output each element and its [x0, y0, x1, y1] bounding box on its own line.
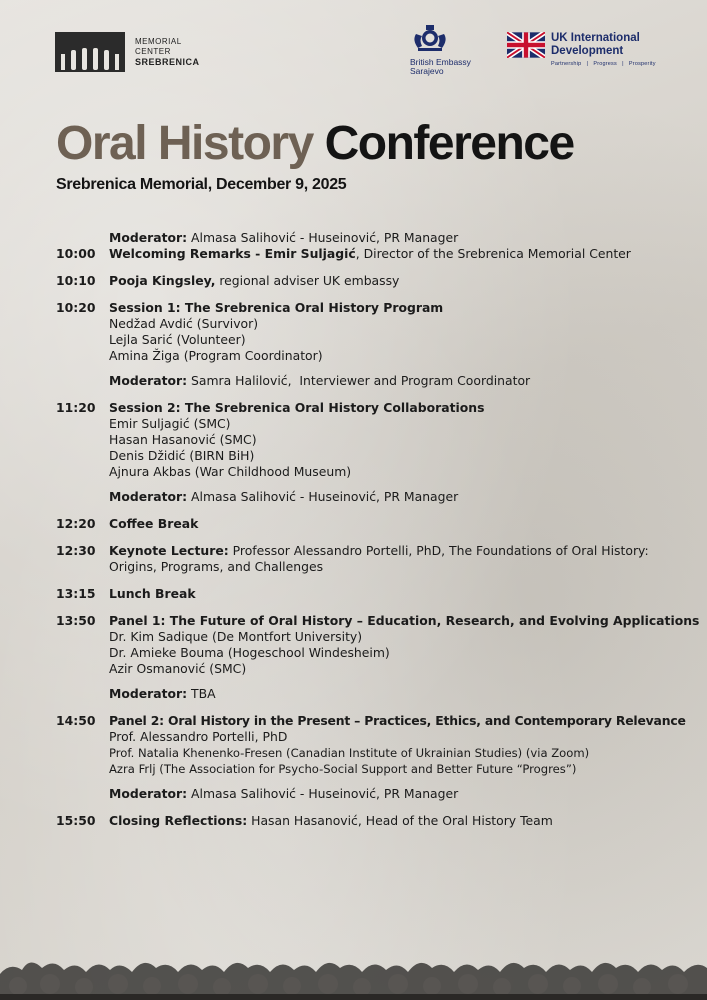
- speaker: Lejla Sarić (Volunteer): [109, 332, 246, 347]
- title-part-2: Conference: [324, 117, 574, 170]
- speaker: Azra Frlj (The Association for Psycho-Social Support and Better Future “Progres”): [109, 762, 577, 776]
- crowd-illustration: [0, 934, 707, 1000]
- embassy-line-1: British Embassy: [410, 57, 471, 67]
- opening-moderator: Moderator: Almasa Salihović - Huseinović, PR Manager: [109, 230, 459, 245]
- speaker: Dr. Kim Sadique (De Montfort University): [109, 629, 363, 644]
- embassy-line-2: Sarajevo: [410, 66, 444, 76]
- session-title: Panel 1: The Future of Oral History – Education, Research, and Evolving Applications: [109, 613, 700, 628]
- agenda-item-panel-1: [56, 613, 700, 702]
- time-label: 10:00: [56, 246, 96, 261]
- logo-line-3: SREBRENICA: [135, 56, 200, 67]
- memorial-center-logo: [55, 32, 200, 72]
- session-title: Panel 2: Oral History in the Present – Practices, Ethics, and Contemporary Relevance: [109, 713, 686, 728]
- memorial-columns-icon: [55, 32, 125, 72]
- speaker: Nedžad Avdić (Survivor): [109, 316, 259, 331]
- speaker: Azir Osmanović (SMC): [109, 661, 247, 676]
- speaker: Dr. Amieke Bouma (Hogeschool Windesheim): [109, 645, 390, 660]
- union-jack-icon: [507, 32, 545, 58]
- uk-development-logo: [507, 32, 656, 67]
- time-label: 12:20: [56, 516, 96, 531]
- time-label: 15:50: [56, 813, 96, 828]
- agenda-item-welcome: 10:00 Welcoming Remarks - Emir Suljagić, Director of the Srebrenica Memorial Center: [56, 246, 631, 261]
- logo-line-1: MEMORIAL: [135, 36, 182, 46]
- program-schedule: [56, 230, 700, 829]
- session-title: Session 2: The Srebrenica Oral History Collaborations: [109, 400, 485, 415]
- time-label: 10:10: [56, 273, 96, 288]
- agenda-item-kingsley: 10:10 Pooja Kingsley, regional adviser UK embassy: [56, 273, 400, 288]
- session-moderator: Moderator: TBA: [109, 686, 216, 701]
- session-moderator: Moderator: Almasa Salihović - Huseinović, PR Manager: [109, 489, 459, 504]
- british-embassy-logo: [410, 22, 471, 76]
- time-label: 12:30: [56, 543, 96, 558]
- royal-crest-icon: [410, 22, 450, 52]
- time-label: 13:15: [56, 586, 96, 601]
- agenda-item-panel-2: [56, 713, 686, 802]
- agenda-item-session-1: [56, 300, 676, 389]
- agenda-item-lunch: 13:15 Lunch Break: [56, 586, 196, 601]
- speaker: Amina Žiga (Program Coordinator): [109, 348, 323, 363]
- session-title: Session 1: The Srebrenica Oral History Program: [109, 300, 444, 315]
- speaker: Prof. Natalia Khenenko-Fresen (Canadian Institute of Ukrainian Studies) (via Zoom): [109, 746, 590, 760]
- time-label: 14:50: [56, 713, 96, 728]
- time-label: 10:20: [56, 300, 96, 315]
- time-label: 13:50: [56, 613, 96, 628]
- agenda-item-closing: 15:50 Closing Reflections: Hasan Hasanović, Head of the Oral History Team: [56, 813, 553, 828]
- session-moderator: Moderator: Almasa Salihović - Huseinović, PR Manager: [109, 786, 459, 801]
- speaker: Denis Džidić (BIRN BiH): [109, 448, 255, 463]
- title-part-1: Oral History: [56, 117, 313, 170]
- page-subtitle: Srebrenica Memorial, December 9, 2025: [56, 176, 347, 193]
- uk-dev-line-1: UK International: [551, 32, 640, 44]
- agenda-item-session-2: [56, 400, 676, 505]
- header: [55, 28, 656, 78]
- speaker: Hasan Hasanović (SMC): [109, 432, 257, 447]
- speaker: Ajnura Akbas (War Childhood Museum): [109, 464, 352, 479]
- agenda-item-coffee: 12:20 Coffee Break: [56, 516, 199, 531]
- logo-line-2: CENTER: [135, 46, 171, 56]
- agenda-item-keynote: 12:30 Keynote Lecture: Professor Alessandro Portelli, PhD, The Foundations of Oral History: Origins, Programs, and Challenges: [56, 543, 649, 574]
- uk-dev-tagline: Partnership | Progress | Prosperity: [551, 61, 656, 67]
- page-title: [56, 116, 574, 172]
- speaker: Prof. Alessandro Portelli, PhD: [109, 729, 288, 744]
- session-moderator: Moderator: Samra Halilović, Interviewer and Program Coordinator: [109, 373, 531, 388]
- time-label: 11:20: [56, 400, 96, 415]
- speaker: Emir Suljagić (SMC): [109, 416, 231, 431]
- uk-dev-line-2: Development: [551, 45, 624, 57]
